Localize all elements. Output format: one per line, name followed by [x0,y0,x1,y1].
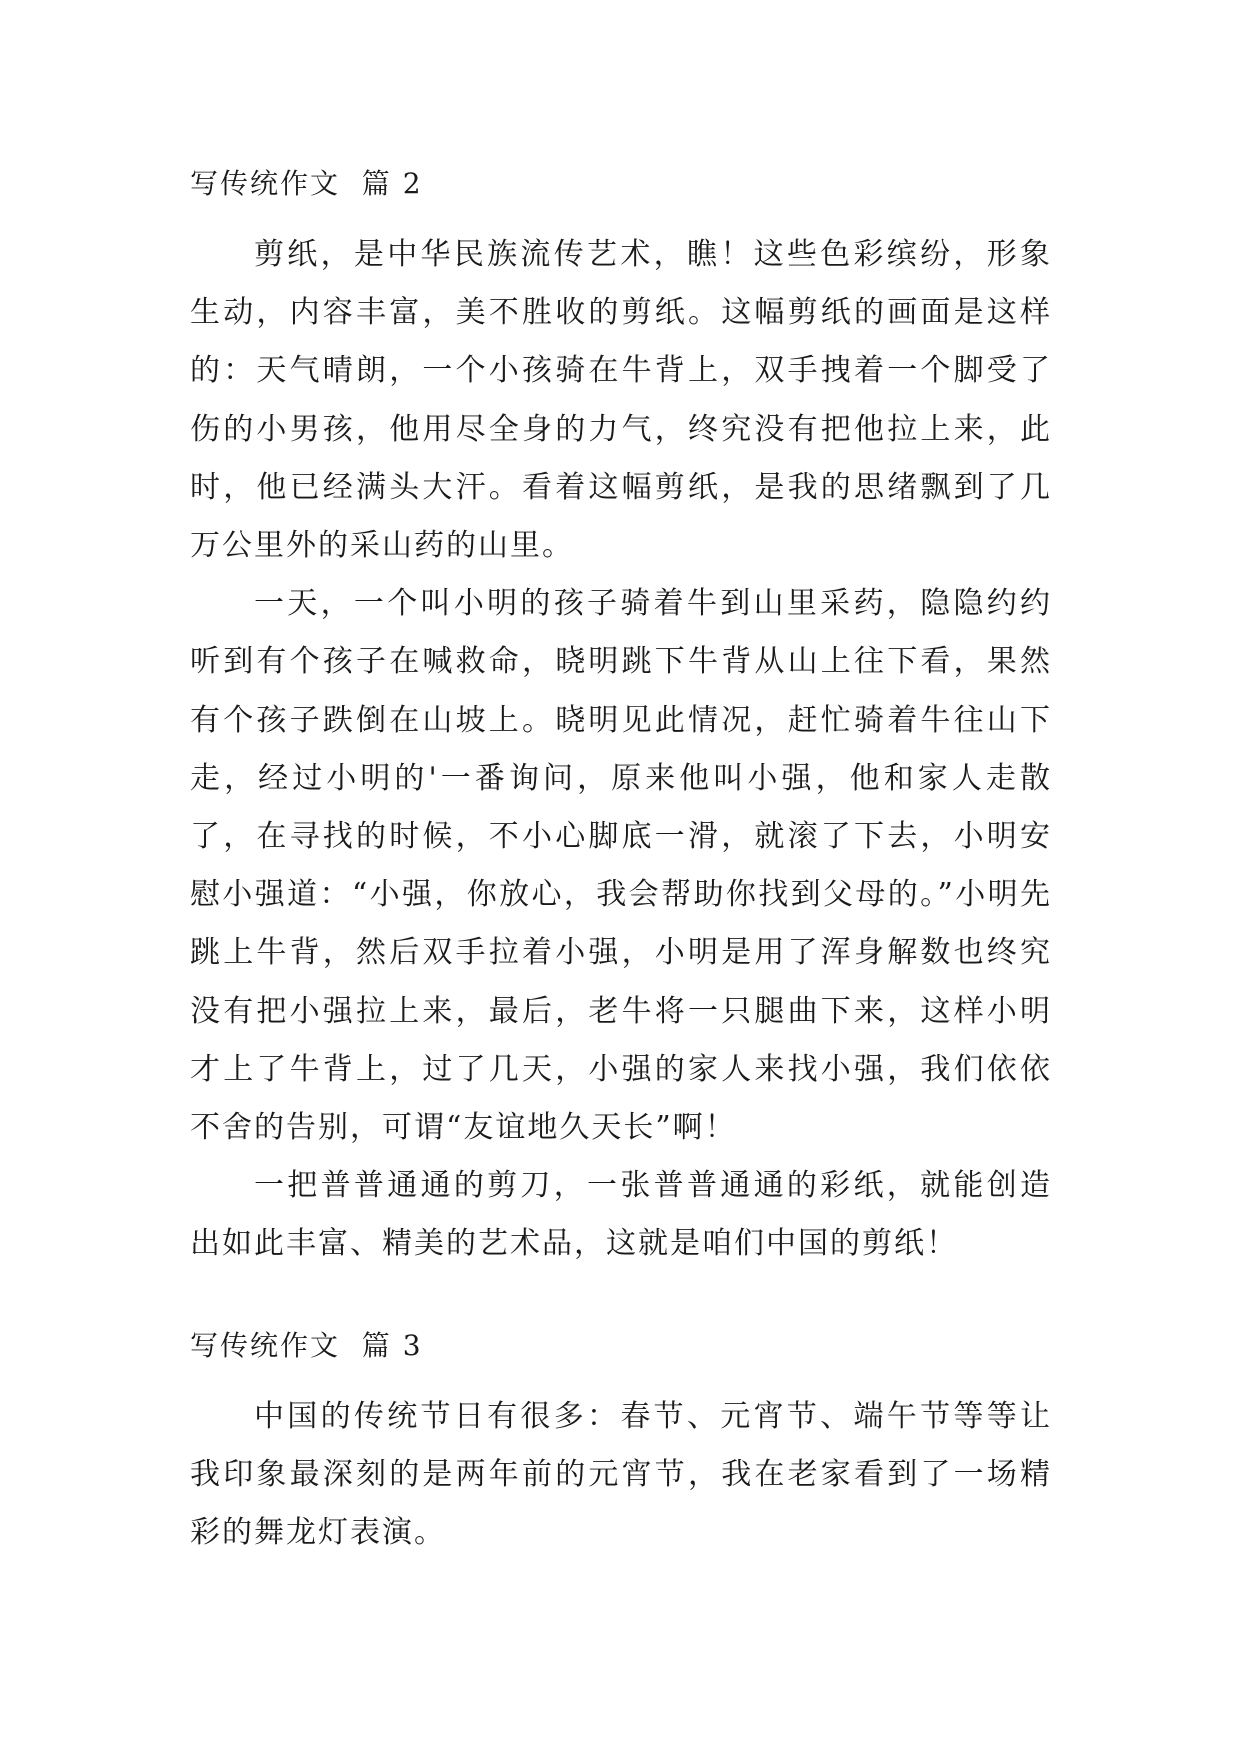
section-title: 写传统作文 篇 3 [190,1329,423,1362]
section-title: 写传统作文 篇 2 [190,167,423,200]
paragraph: 一天，一个叫小明的孩子骑着牛到山里采药，隐隐约约听到有个孩子在喊救命，晓明跳下牛背从山上往下看，果然有个孩子跌倒在山坡上。晓明见此情况，赶忙骑着牛往山下走，经过小明的'一番询问，原来他叫小强，他和家人走散了，在寻找的时候，不小心脚底一滑，就滚了下去，小明安慰小强道：“小强，你放心，我会帮助你找到父母的。”小明先跳上牛背，然后双手拉着小强，小明是用了浑身解数也终究没有把小强拉上来，最后，老牛将一只腿曲下来，这样小明才上了牛背上，过了几天，小强的家人来找小强，我们依依不舍的告别，可谓“友谊地久天长”啊！ [190,586,1052,1146]
essay-section-3 [190,1326,1052,1563]
paragraph: 中国的传统节日有很多：春节、元宵节、端午节等等让我印象最深刻的是两年前的元宵节，我在老家看到了一场精彩的舞龙灯表演。 [190,1399,1052,1551]
paragraph: 一把普普通通的剪刀，一张普普通通的彩纸，就能创造出如此丰富、精美的艺术品，这就是咱们中国的剪纸！ [190,1168,1052,1262]
section-body [190,1388,1052,1563]
essay-section-2 [190,164,1052,1274]
section-body [190,226,1052,1274]
paragraph: 剪纸，是中华民族流传艺术，瞧！这些色彩缤纷，形象生动，内容丰富，美不胜收的剪纸。这幅剪纸的画面是这样的：天气晴朗，一个小孩骑在牛背上，双手拽着一个脚受了伤的小男孩，他用尽全身的力气，终究没有把他拉上来，此时，他已经满头大汗。看着这幅剪纸，是我的思绪飘到了几万公里外的采山药的山里。 [190,237,1052,564]
